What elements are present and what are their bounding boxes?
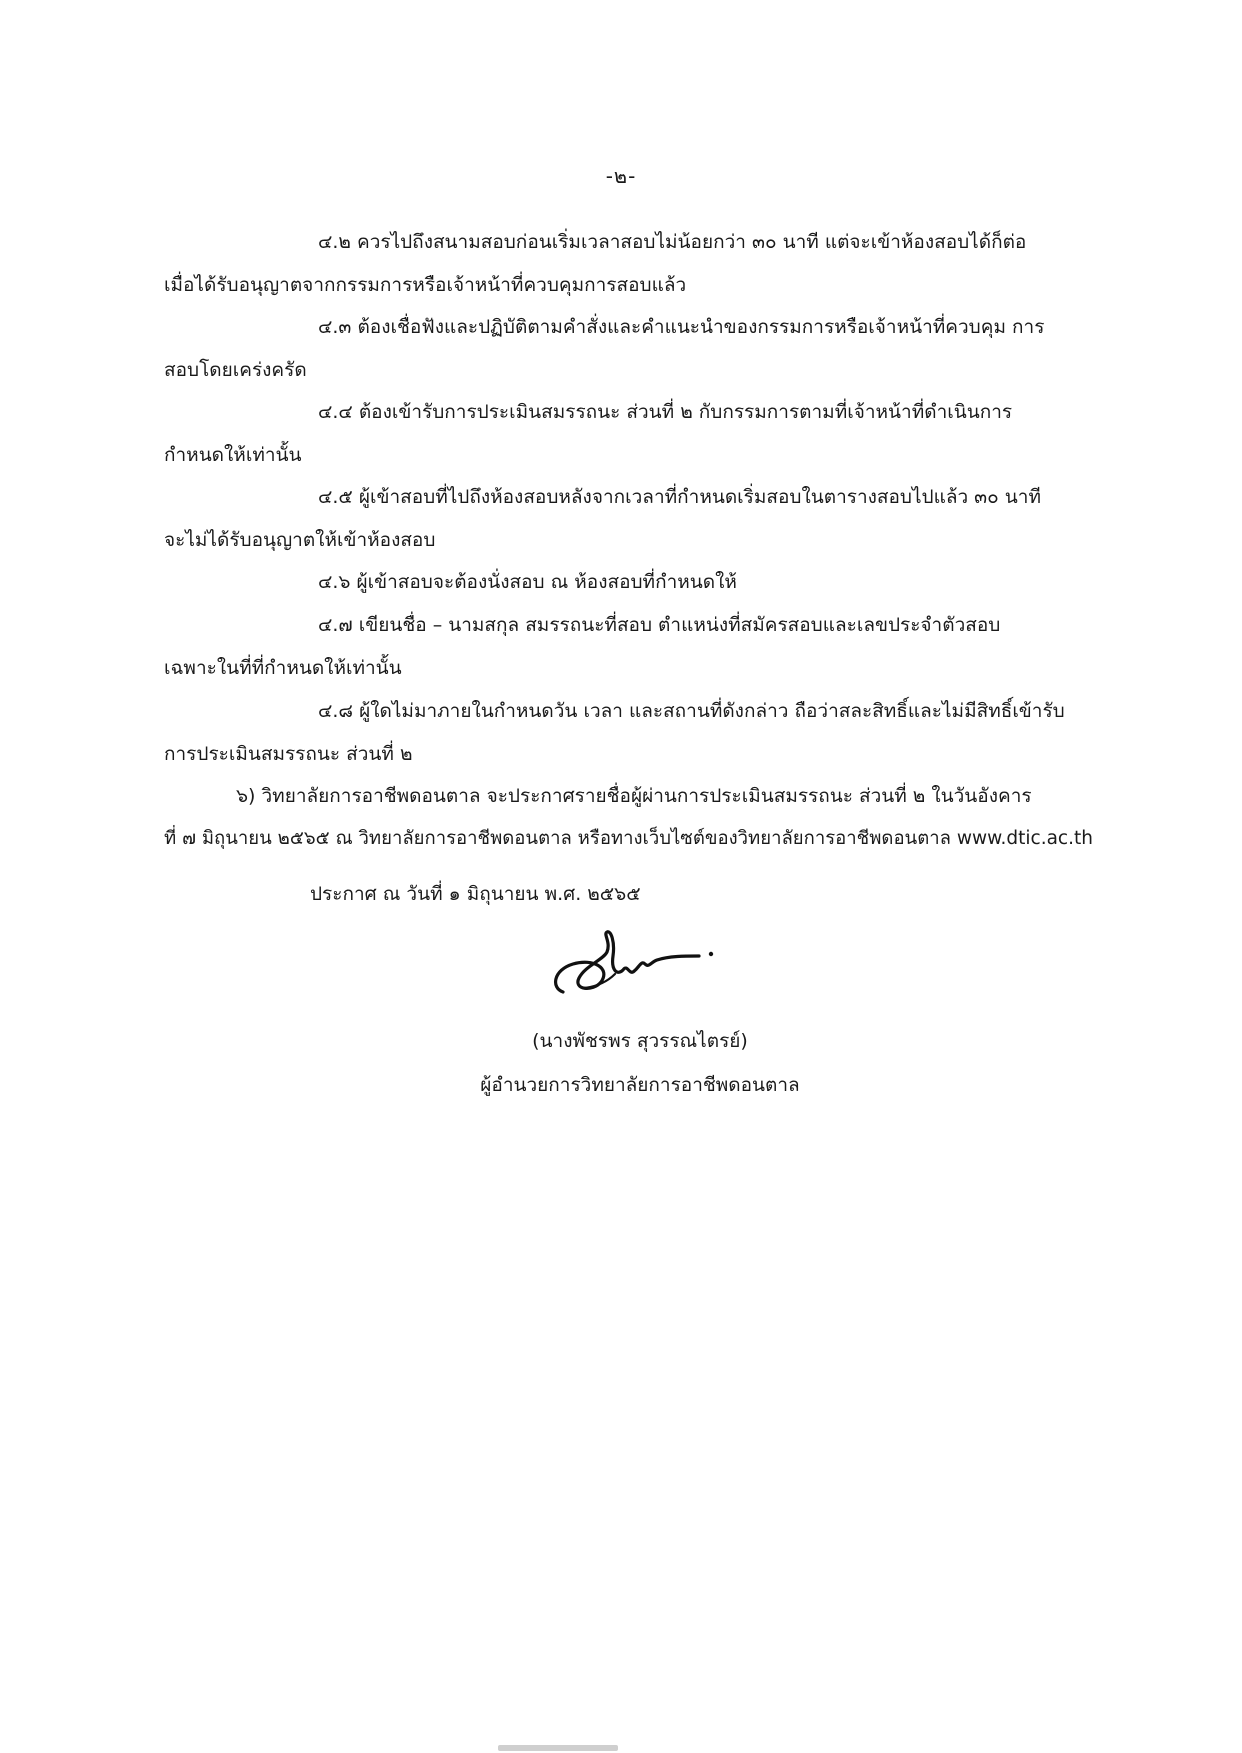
signature-image bbox=[545, 930, 725, 1010]
item-4-8-line2: การประเมินสมรรถนะ ส่วนที่ ๒ bbox=[164, 743, 413, 765]
item-4-5-line1: ๔.๕ ผู้เข้าสอบที่ไปถึงห้องสอบหลังจากเวลาที่กำหนดเริ่มสอบในตารางสอบไปแล้ว ๓๐ นาที bbox=[318, 486, 1041, 508]
item-4-6-line1: ๔.๖ ผู้เข้าสอบจะต้องนั่งสอบ ณ ห้องสอบที่กำหนดให้ bbox=[318, 571, 737, 593]
item-4-5-line2: จะไม่ได้รับอนุญาตให้เข้าห้องสอบ bbox=[164, 529, 436, 551]
item-4-4-line2: กำหนดให้เท่านั้น bbox=[164, 444, 302, 466]
item-4-2-line1: ๔.๒ ควรไปถึงสนามสอบก่อนเริ่มเวลาสอบไม่น้อยกว่า ๓๐ นาที แต่จะเข้าห้องสอบได้ก็ต่อ bbox=[318, 231, 1027, 253]
item-4-3-line2: สอบโดยเคร่งครัด bbox=[164, 359, 307, 381]
signer-name: (นางพัชรพร สุวรรณไตรย์) bbox=[532, 1030, 748, 1052]
item-4-7-line2: เฉพาะในที่ที่กำหนดให้เท่านั้น bbox=[164, 657, 402, 679]
signer-title: ผู้อำนวยการวิทยาลัยการอาชีพดอนตาล bbox=[480, 1074, 800, 1096]
item-4-7-line1: ๔.๗ เขียนชื่อ – นามสกุล สมรรถนะที่สอบ ตำแหน่งที่สมัครสอบและเลขประจำตัวสอบ bbox=[318, 614, 1001, 636]
item-4-3-line1: ๔.๓ ต้องเชื่อฟังและปฏิบัติตามคำสั่งและคำแนะนำของกรรมการหรือเจ้าหน้าที่ควบคุม การ bbox=[318, 316, 1045, 338]
announce-date: ประกาศ ณ วันที่ ๑ มิถุนายน พ.ศ. ๒๕๖๕ bbox=[310, 883, 641, 905]
scan-edge-mark bbox=[498, 1745, 618, 1751]
item-4-2-line2: เมื่อได้รับอนุญาตจากกรรมการหรือเจ้าหน้าที่ควบคุมการสอบแล้ว bbox=[164, 274, 687, 296]
item-4-8-line1: ๔.๘ ผู้ใดไม่มาภายในกำหนดวัน เวลา และสถานที่ดังกล่าว ถือว่าสละสิทธิ์และไม่มีสิทธิ์เข้ารับ bbox=[318, 700, 1065, 722]
section-announcement-line2: ที่ ๗ มิถุนายน ๒๕๖๕ ณ วิทยาลัยการอาชีพดอนตาล หรือทางเว็บไซต์ของวิทยาลัยการอาชีพดอนตาล www.dtic.ac.th bbox=[164, 828, 1093, 849]
item-4-4-line1: ๔.๔ ต้องเข้ารับการประเมินสมรรถนะ ส่วนที่ ๒ กับกรรมการตามที่เจ้าหน้าที่ดำเนินการ bbox=[318, 401, 1013, 423]
section-announcement-line1: ๖) วิทยาลัยการอาชีพดอนตาล จะประกาศรายชื่อผู้ผ่านการประเมินสมรรถนะ ส่วนที่ ๒ ในวันอังคาร bbox=[236, 785, 1032, 807]
page-number: -๒- bbox=[605, 164, 637, 188]
